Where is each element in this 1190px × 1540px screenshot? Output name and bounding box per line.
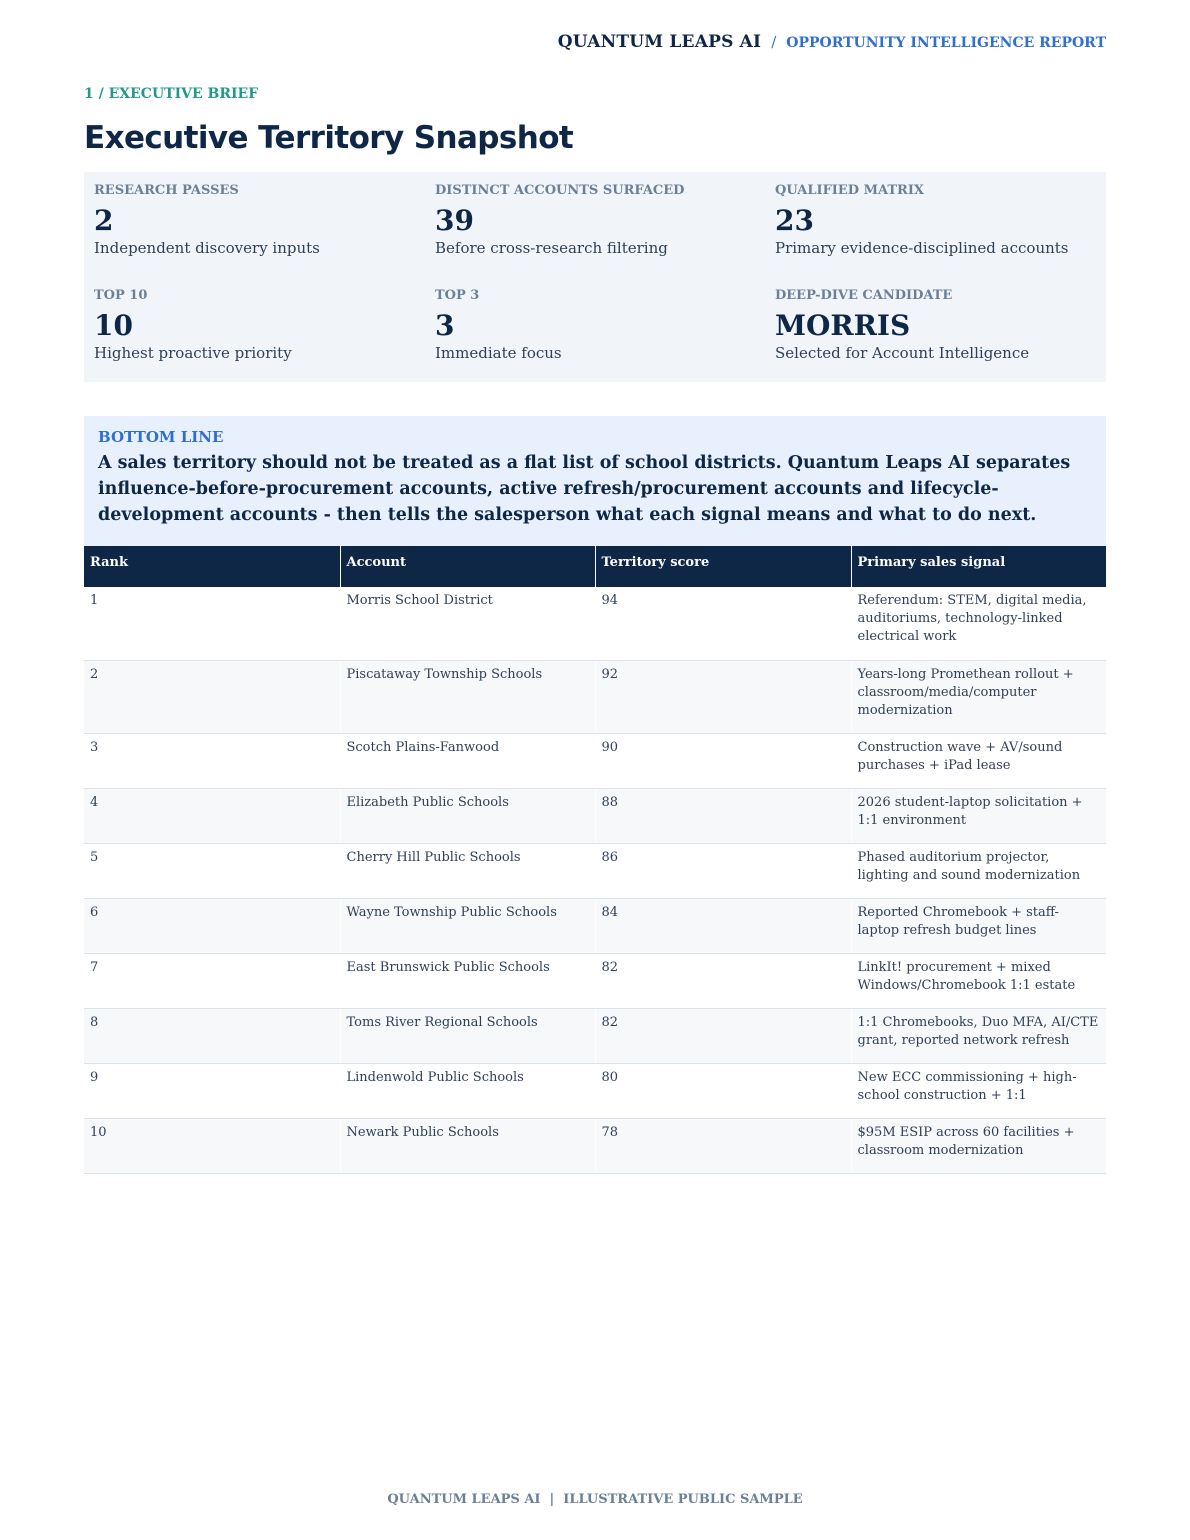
kpi-distinct-accounts	[435, 183, 765, 257]
footer-brand: QUANTUM LEAPS AI	[387, 1492, 541, 1507]
account-cell: Cherry Hill Public Schools	[340, 843, 595, 898]
signal-cell: Construction wave + AV/sound purchases + iPad lease	[851, 733, 1106, 788]
rank-cell: 10	[84, 1118, 340, 1173]
bottom-line-callout	[84, 416, 1106, 546]
table-row	[84, 788, 1106, 843]
score-cell: 82	[595, 953, 851, 1008]
score-cell: 94	[595, 587, 851, 660]
table-row	[84, 953, 1106, 1008]
signal-cell: Phased auditorium projector, lighting and sound modernization	[851, 843, 1106, 898]
signal-cell: 1:1 Chromebooks, Duo MFA, AI/CTE grant, reported network refresh	[851, 1008, 1106, 1063]
footer-separator: |	[549, 1492, 555, 1507]
kpi-value: 39	[435, 204, 474, 237]
signal-cell: Referendum: STEM, digital media, auditoriums, technology-linked electrical work	[851, 587, 1106, 660]
kpi-value: 2	[94, 204, 114, 237]
rank-cell: 9	[84, 1063, 340, 1118]
report-title: OPPORTUNITY INTELLIGENCE REPORT	[786, 35, 1106, 51]
kpi-qualified-matrix	[775, 183, 1105, 257]
score-cell: 80	[595, 1063, 851, 1118]
score-cell: 78	[595, 1118, 851, 1173]
bottom-line-label: BOTTOM LINE	[98, 428, 224, 446]
rank-cell: 8	[84, 1008, 340, 1063]
kpi-description: Independent discovery inputs	[94, 239, 320, 257]
table-row	[84, 843, 1106, 898]
account-cell: East Brunswick Public Schools	[340, 953, 595, 1008]
table-header-row	[84, 546, 1106, 587]
column-header-primary-sales-signal: Primary sales signal	[851, 546, 1106, 587]
score-cell: 92	[595, 660, 851, 733]
kpi-label: QUALIFIED MATRIX	[775, 183, 924, 198]
rank-cell: 2	[84, 660, 340, 733]
table-row	[84, 1063, 1106, 1118]
rank-cell: 5	[84, 843, 340, 898]
table-row	[84, 660, 1106, 733]
table-row	[84, 898, 1106, 953]
kpi-label: TOP 3	[435, 288, 480, 303]
kpi-description: Selected for Account Intelligence	[775, 344, 1030, 362]
account-cell: Piscataway Township Schools	[340, 660, 595, 733]
account-cell: Toms River Regional Schools	[340, 1008, 595, 1063]
column-header-account: Account	[340, 546, 595, 587]
signal-cell: LinkIt! procurement + mixed Windows/Chromebook 1:1 estate	[851, 953, 1106, 1008]
account-cell: Wayne Township Public Schools	[340, 898, 595, 953]
kpi-label: DEEP-DIVE CANDIDATE	[775, 288, 953, 303]
kpi-label: TOP 10	[94, 288, 148, 303]
kpi-description: Highest proactive priority	[94, 344, 292, 362]
score-cell: 86	[595, 843, 851, 898]
rank-cell: 7	[84, 953, 340, 1008]
kpi-label: DISTINCT ACCOUNTS SURFACED	[435, 183, 685, 198]
bottom-line-text: A sales territory should not be treated as a flat list of school districts. Quantum Leaps AI separates influence-before-procurement accounts, active refresh/procurement accounts and lifecycle-development accounts - then tells the salesperson what each signal means and what to do next.	[98, 453, 1071, 525]
signal-cell: 2026 student-laptop solicitation + 1:1 environment	[851, 788, 1106, 843]
rank-cell: 1	[84, 587, 340, 660]
section-eyebrow: 1 / EXECUTIVE BRIEF	[84, 86, 259, 102]
kpi-value: 10	[94, 309, 133, 342]
kpi-top-3	[435, 288, 765, 362]
signal-cell: Reported Chromebook + staff-laptop refresh budget lines	[851, 898, 1106, 953]
report-header	[558, 32, 1106, 52]
score-cell: 82	[595, 1008, 851, 1063]
kpi-panel	[84, 172, 1106, 382]
column-header-territory-score: Territory score	[595, 546, 851, 587]
table-row	[84, 1118, 1106, 1173]
kpi-value: 3	[435, 309, 455, 342]
account-cell: Lindenwold Public Schools	[340, 1063, 595, 1118]
signal-cell: Years-long Promethean rollout + classroom/media/computer modernization	[851, 660, 1106, 733]
column-header-rank: Rank	[84, 546, 340, 587]
score-cell: 84	[595, 898, 851, 953]
kpi-description: Primary evidence-disciplined accounts	[775, 239, 1069, 257]
score-cell: 88	[595, 788, 851, 843]
signal-cell: $95M ESIP across 60 facilities + classroom modernization	[851, 1118, 1106, 1173]
kpi-value: 23	[775, 204, 814, 237]
kpi-label: RESEARCH PASSES	[94, 183, 239, 198]
kpi-deep-dive-candidate	[775, 288, 1105, 362]
page-footer	[0, 1492, 1190, 1507]
account-cell: Newark Public Schools	[340, 1118, 595, 1173]
kpi-description: Immediate focus	[435, 344, 562, 362]
kpi-description: Before cross-research filtering	[435, 239, 668, 257]
kpi-value: MORRIS	[775, 309, 911, 342]
kpi-research-passes	[94, 183, 424, 257]
signal-cell: New ECC commissioning + high-school construction + 1:1	[851, 1063, 1106, 1118]
top-accounts-table	[84, 546, 1106, 1174]
kpi-top-10	[94, 288, 424, 362]
rank-cell: 6	[84, 898, 340, 953]
page-title: Executive Territory Snapshot	[84, 120, 574, 156]
account-cell: Elizabeth Public Schools	[340, 788, 595, 843]
account-cell: Scotch Plains-Fanwood	[340, 733, 595, 788]
rank-cell: 3	[84, 733, 340, 788]
brand-name: QUANTUM LEAPS AI	[557, 32, 762, 52]
table-row	[84, 1008, 1106, 1063]
score-cell: 90	[595, 733, 851, 788]
account-cell: Morris School District	[340, 587, 595, 660]
header-separator: /	[771, 33, 777, 51]
table-row	[84, 587, 1106, 660]
footer-note: ILLUSTRATIVE PUBLIC SAMPLE	[563, 1492, 803, 1507]
table-row	[84, 733, 1106, 788]
rank-cell: 4	[84, 788, 340, 843]
